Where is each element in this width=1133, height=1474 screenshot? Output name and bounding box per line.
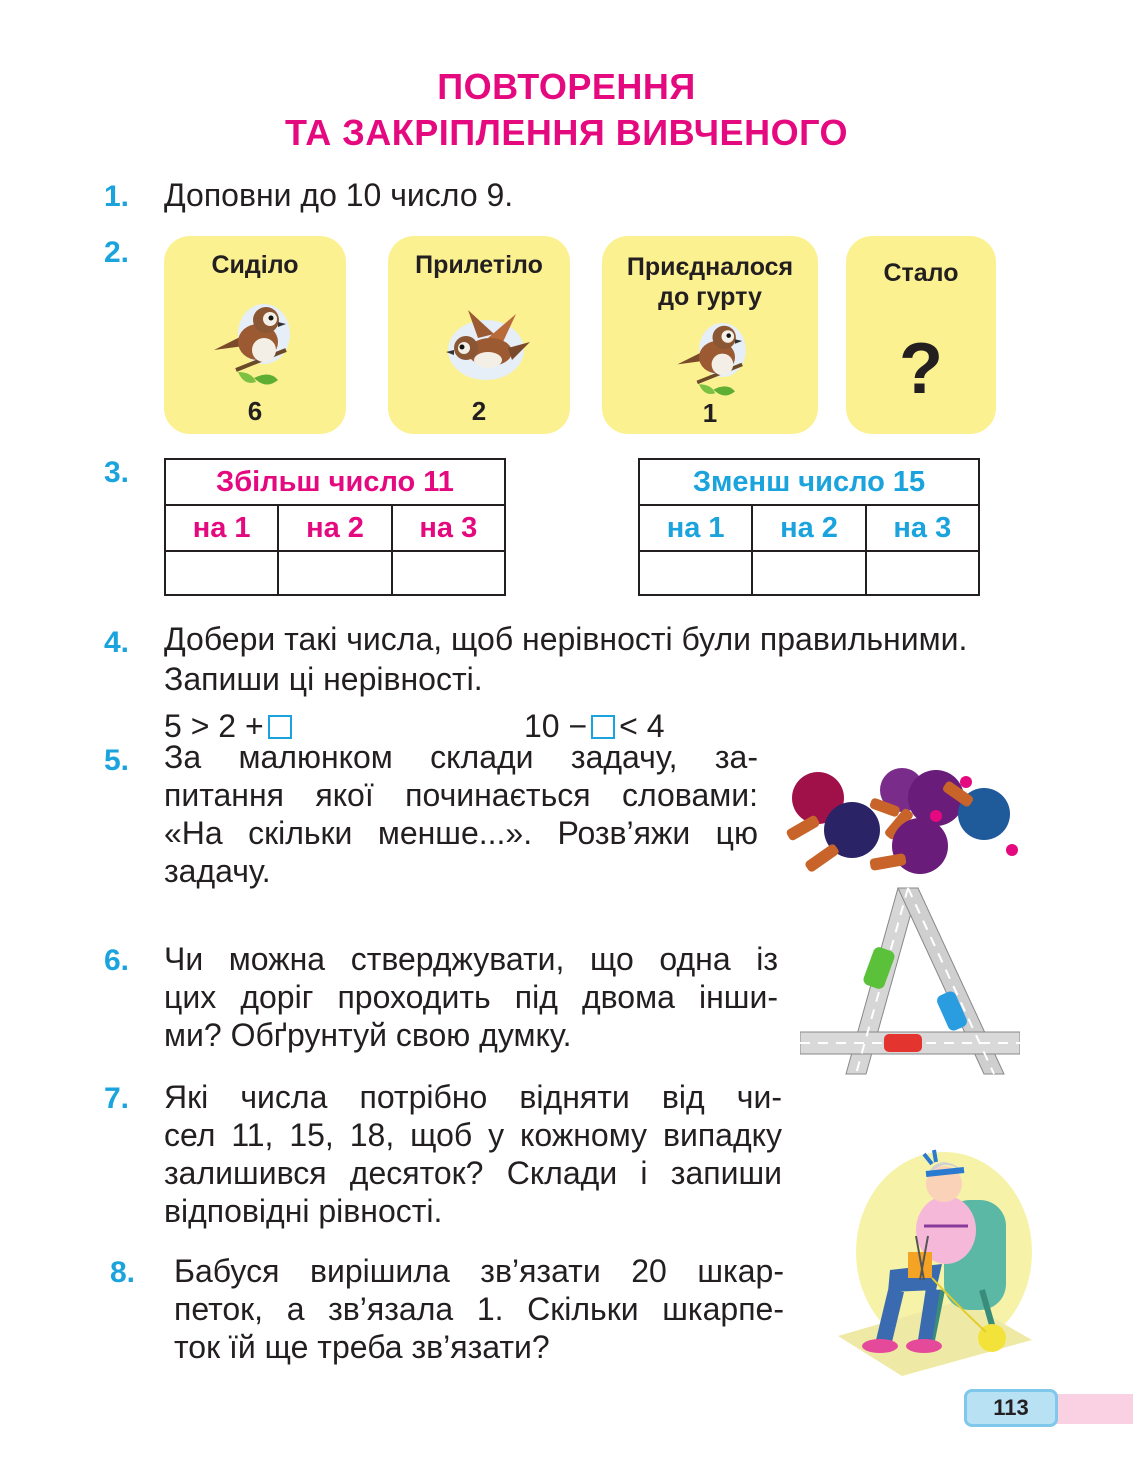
answer-box-1[interactable] — [268, 715, 292, 739]
card-flew-in-title: Прилетіло — [415, 251, 543, 279]
task-8-line-1: Бабуся вирішила зв’язати 20 шкар- — [174, 1253, 784, 1289]
task-5-line-3: «На скільки менше...». Розв’яжи цю — [164, 815, 758, 851]
task-8-number: 8. — [110, 1256, 136, 1289]
task-7-line-4: відповідні рівності. — [164, 1193, 443, 1229]
increase-table — [164, 458, 506, 596]
increase-answer-cell-1[interactable] — [165, 551, 278, 595]
inequality-2-text-b: < 4 — [619, 708, 665, 744]
card-joined-title-line-2: до гурту — [658, 283, 762, 311]
sitting-sparrow-icon — [208, 294, 308, 394]
increase-answer-cell-2[interactable] — [278, 551, 391, 595]
decrease-answer-cell-3[interactable] — [866, 551, 979, 595]
task-7-line-3: залишився десяток? Склади і запиши — [164, 1155, 782, 1191]
page-title-line-2: ТА ЗАКРІПЛЕННЯ ВИВЧЕНОГО — [284, 112, 849, 153]
card-became — [846, 236, 996, 434]
task-8-line-2: петок, а зв’язала 1. Скільки шкарпе- — [174, 1291, 784, 1327]
task-6-line-1: Чи можна стверджувати, що одна із — [164, 941, 778, 977]
task-4-number: 4. — [104, 626, 130, 659]
card-became-question: ? — [899, 329, 943, 409]
sitting-sparrow-icon — [672, 314, 762, 404]
task-3-number: 3. — [104, 456, 130, 489]
task-2-number: 2. — [104, 236, 130, 269]
inequality-2-text-a: 10 − — [524, 708, 588, 744]
card-joined — [602, 236, 818, 434]
card-flew-in — [388, 236, 570, 434]
task-7-line-1: Які числа потрібно відняти від чи- — [164, 1079, 782, 1115]
decrease-answer-cell-1[interactable] — [639, 551, 752, 595]
task-5-line-4: задачу. — [164, 853, 271, 889]
decrease-answer-cell-2[interactable] — [752, 551, 865, 595]
card-joined-value: 1 — [702, 398, 718, 428]
increase-table-header: Збільш число 11 — [165, 459, 505, 505]
task-6-text — [164, 940, 778, 1054]
card-joined-title-line-1: Приєдналося — [626, 253, 794, 281]
task-5-line-2: питання якої починається словами: — [164, 777, 758, 813]
task-8-text — [174, 1252, 784, 1366]
answer-box-2[interactable] — [591, 715, 615, 739]
knitting-grandma-icon — [832, 1140, 1032, 1376]
task-5-text — [164, 738, 758, 890]
decrease-col-3: на 3 — [866, 505, 979, 551]
inequality-1-text: 5 > 2 + — [164, 708, 264, 744]
task-4-line-1: Добери такі числа, щоб нерівності були правильними. — [164, 621, 968, 657]
increase-col-3: на 3 — [392, 505, 505, 551]
decrease-col-1: на 1 — [639, 505, 752, 551]
page-title-line-1: ПОВТОРЕННЯ — [437, 66, 696, 107]
task-8-line-3: ток їй ще треба зв’язати? — [174, 1329, 550, 1365]
page-number: 113 — [964, 1389, 1058, 1427]
task-1-number: 1. — [104, 180, 130, 213]
decrease-table-header: Зменш число 15 — [639, 459, 979, 505]
task-5-line-1: За малюнком склади задачу, за- — [164, 739, 758, 775]
card-sat-title: Сиділо — [211, 251, 299, 279]
task-4-line-2: Запиши ці нерівності. — [164, 661, 483, 697]
card-sat — [164, 236, 346, 434]
increase-answer-cell-3[interactable] — [392, 551, 505, 595]
task-6-line-3: ми? Обґрунтуй свою думку. — [164, 1017, 572, 1053]
card-flew-in-value: 2 — [471, 396, 487, 426]
task-1-text: Доповни до 10 число 9. — [164, 177, 514, 213]
task-6-line-2: цих доріг проходить під двома інши- — [164, 979, 778, 1015]
task-7-number: 7. — [104, 1082, 130, 1115]
card-sat-value: 6 — [247, 396, 263, 426]
task-6-number: 6. — [104, 944, 130, 977]
task-5-number: 5. — [104, 744, 130, 777]
increase-col-1: на 1 — [165, 505, 278, 551]
task-7-text — [164, 1078, 782, 1230]
decrease-table — [638, 458, 980, 596]
flying-sparrow-icon — [438, 308, 534, 388]
crossing-roads-icon — [800, 884, 1020, 1080]
task-7-line-2: сел 11, 15, 18, щоб у кожному випадку — [164, 1117, 782, 1153]
card-became-title: Стало — [883, 259, 959, 287]
decrease-col-2: на 2 — [752, 505, 865, 551]
increase-col-2: на 2 — [278, 505, 391, 551]
ping-pong-paddles-icon — [786, 764, 1026, 876]
